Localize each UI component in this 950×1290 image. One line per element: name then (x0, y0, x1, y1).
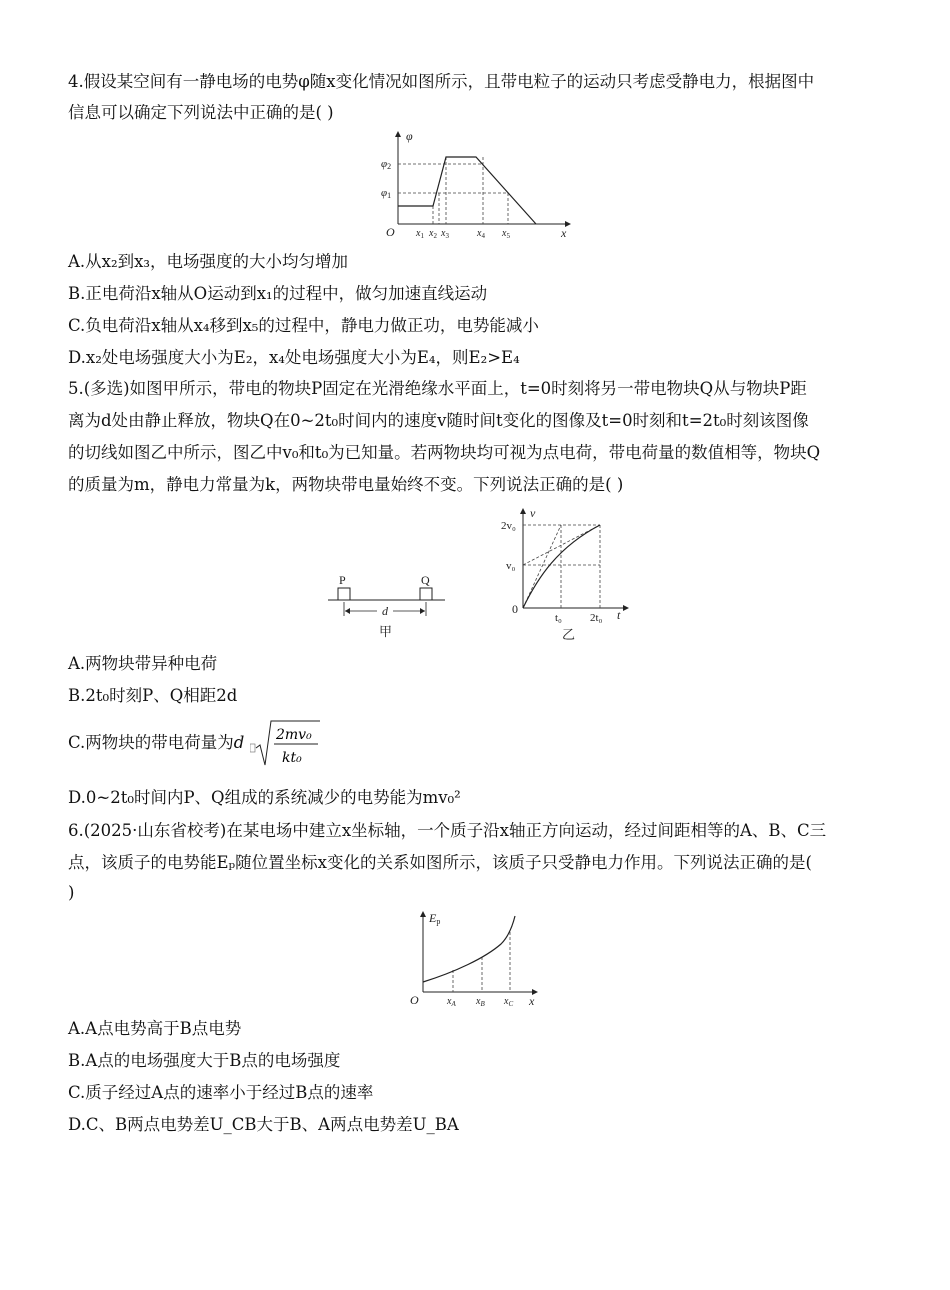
q4-option-a: A.从x₂到x₃，电场强度的大小均匀增加 (68, 252, 349, 271)
q6-tick-xa: $x_A$ (447, 996, 456, 1008)
q4-origin-label: O (386, 225, 395, 239)
q6-tick-xc: $x_C$ (504, 996, 514, 1008)
q5-stem-line3: 的切线如图乙中所示，图乙中v₀和t₀为已知量。若两物块均可视为点电荷，带电荷量的数值相等，物块Q (68, 443, 821, 462)
q6-tick-xb: $x_B$ (476, 996, 485, 1008)
q5-option-c-prefix: C.两物块的带电荷量为 (68, 733, 234, 752)
q5-yi-t-label: t (617, 608, 621, 622)
q4-stem-line2: 信息可以确定下列说法中正确的是( ) (68, 103, 334, 122)
q6-option-c: C.质子经过A点的速率小于经过B点的速率 (68, 1083, 374, 1102)
q6-option-b: B.A点的电场强度大于B点的电场强度 (68, 1051, 341, 1070)
q5-yi-2t0: 2t₀ (590, 612, 603, 624)
q5-caption-yi: 乙 (562, 627, 576, 642)
q5-yi-origin: 0 (512, 602, 518, 616)
q6-x-label: x (529, 994, 535, 1008)
q5-yi-2v0: 2v₀ (501, 520, 516, 532)
q5-label-d: d (382, 604, 388, 618)
q4-option-c: C.负电荷沿x轴从x₄移到x₅的过程中，静电力做正功，电势能减小 (68, 316, 539, 335)
q5-option-b: B.2t₀时刻P、Q相距2d (68, 686, 238, 705)
q5-option-c-denominator: kt₀ (281, 749, 302, 766)
q5-option-c (68, 716, 322, 770)
q4-tick-x5: $x_5$ (502, 228, 510, 240)
q5-yi-v0: v₀ (506, 560, 516, 572)
q4-guide-lines (398, 157, 508, 224)
q5-label-q: Q (421, 573, 430, 587)
q5-block-q (420, 588, 432, 600)
q6-y-label: Ep (429, 911, 441, 926)
q5-caption-jia: 甲 (379, 624, 393, 639)
q5-block-p (338, 588, 350, 600)
q4-phi-x-graph (378, 128, 578, 240)
q4-option-d: D.x₂处电场强度大小为E₂，x₄处电场强度大小为E₄，则E₂>E₄ (68, 348, 520, 367)
q6-option-a: A.A点电势高于B点电势 (68, 1019, 242, 1038)
q6-guide-lines (453, 932, 510, 992)
q4-option-b: B.正电荷沿x轴从O运动到x₁的过程中，做匀加速直线运动 (68, 284, 488, 303)
q4-phi2-label: φ2 (381, 158, 392, 171)
q5-tangent-t0 (523, 525, 561, 608)
q5-label-p: P (339, 573, 346, 587)
q5-option-a: A.两物块带异种电荷 (68, 654, 218, 673)
q4-tick-x2: $x_2$ (429, 228, 437, 240)
q4-x-label: x (561, 226, 567, 240)
q5-stem-line2: 离为d处由静止释放，物块Q在0~2t₀时间内的速度v随时间t变化的图像及t=0时刻和t=2t₀时刻该图像 (68, 411, 809, 430)
q4-tick-x1: $x_1$ (416, 228, 424, 240)
q5-yi-guides (523, 525, 600, 608)
q5-v-t-curve (523, 525, 600, 608)
q5-option-d: D.0~2t₀时间内P、Q组成的系统减少的电势能为mv₀² (68, 788, 461, 807)
q5-stem-line1: 5.(多选)如图甲所示，带电的物块P固定在光滑绝缘水平面上，t=0时刻将另一带电物块Q从与物块P距 (68, 379, 807, 398)
q4-tick-x4: $x_4$ (477, 228, 485, 240)
q6-stem-line1: 6.(2025·山东省校考)在某电场中建立x坐标轴，一个质子沿x轴正方向运动，经过间距相等的A、B、C三 (68, 821, 827, 840)
q4-stem-line1: 4.假设某空间有一静电场的电势φ随x变化情况如图所示，且带电粒子的运动只考虑受静电力，根据图中 (68, 72, 815, 91)
q6-origin-label: O (410, 993, 419, 1007)
q5-figure-jia (325, 570, 450, 642)
q4-phi-curve (398, 157, 536, 224)
q6-stem-line3: ) (68, 883, 75, 902)
q6-ep-x-graph (405, 908, 545, 1010)
q6-stem-line2: 点，该质子的电势能Eₚ随位置坐标x变化的关系如图所示，该质子只受静电力作用。下列说法正确的是( (68, 853, 812, 872)
q4-tick-x3: $x_3$ (441, 228, 449, 240)
q5-stem-line4: 的质量为m，静电力常量为k，两物块带电量始终不变。下列说法正确的是( ) (68, 475, 624, 494)
q5-figure-yi (500, 505, 635, 645)
q5-option-c-numerator: 2mv₀ (275, 726, 312, 743)
q5-option-c-d: d (233, 733, 245, 752)
q4-phi1-label: φ1 (381, 187, 392, 200)
q5-yi-t0: t₀ (555, 612, 562, 624)
q5-option-c-radical (250, 717, 322, 771)
q6-option-d: D.C、B两点电势差U_CB大于B、A两点电势差U_BA (68, 1115, 459, 1134)
q5-yi-v-label: v (530, 506, 536, 520)
q4-y-label: φ (406, 129, 413, 143)
